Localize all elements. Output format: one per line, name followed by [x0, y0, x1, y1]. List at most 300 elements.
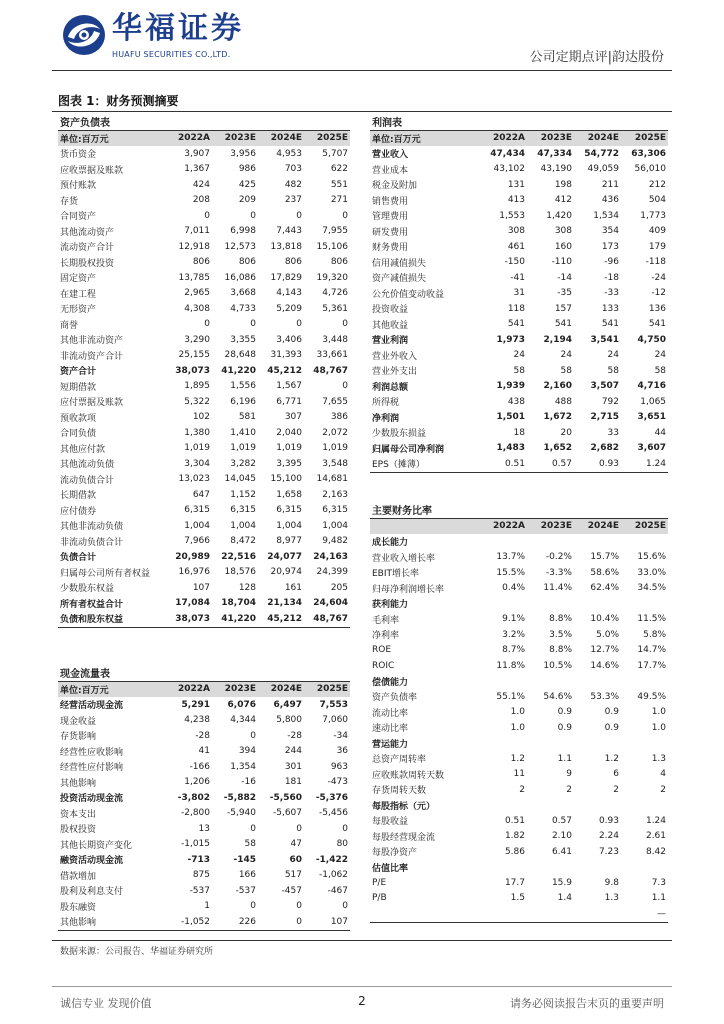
cell-value: 55.1% [496, 691, 525, 702]
row-label: 每股指标（元） [372, 801, 436, 812]
table-row [370, 146, 668, 162]
section-title: 利润表 [370, 114, 668, 130]
cell-value: -473 [327, 777, 349, 788]
cell-value: 12,573 [224, 241, 256, 252]
cell-value: 6,196 [230, 396, 256, 407]
cell-value: 308 [554, 226, 572, 237]
table-row [58, 208, 350, 224]
cell-value: 0 [250, 901, 256, 912]
cell-value: 4,750 [637, 334, 667, 345]
cell-value: 179 [648, 241, 667, 252]
row-label: 借款增加 [60, 871, 97, 882]
cell-value: 0.51 [480, 456, 527, 472]
row-label: 归属母公司所有者权益 [60, 568, 151, 579]
cell-value: 0.9 [604, 722, 619, 733]
cell-value: 0.9 [604, 707, 619, 718]
cell-value: 8.8% [549, 614, 572, 625]
cell-value: 56,010 [634, 164, 667, 175]
cell-value [574, 596, 621, 612]
cell-value: 54,772 [584, 148, 619, 159]
cell-value: 1.0 [510, 707, 525, 718]
row-label: 短期借款 [60, 382, 97, 393]
cell-value: 4 [660, 769, 667, 780]
section-title-row [58, 114, 350, 130]
row-label: 资产负债率 [372, 693, 418, 704]
cell-value: -110 [551, 257, 572, 268]
cell-value: 58 [607, 365, 619, 376]
row-label: 应收账款周转天数 [372, 770, 445, 781]
income-statement-table [370, 114, 668, 473]
cell-value: 49,059 [587, 164, 619, 175]
cell-value: 8.42 [645, 846, 667, 857]
table-row [58, 821, 350, 837]
cell-value: 63,306 [631, 148, 667, 159]
cell-value: 1,367 [184, 164, 210, 175]
cell-value: -14 [557, 272, 572, 283]
cell-value: 13,785 [178, 272, 210, 283]
cell-value: -467 [327, 885, 349, 896]
column-header: 单位:百万元 [58, 130, 166, 146]
table-row [370, 891, 668, 907]
cell-value: 6,998 [230, 226, 256, 237]
column-header: 单位:百万元 [58, 681, 166, 697]
cell-value: 0 [258, 914, 304, 930]
row-label: 其他长期资产变化 [60, 840, 133, 851]
cell-value: 541 [601, 319, 619, 330]
row-label: 资本支出 [60, 809, 97, 820]
cell-value: 18 [513, 427, 525, 438]
row-label: 存货影响 [60, 732, 97, 743]
cell-value: -3.3% [545, 567, 572, 578]
cell-value: 60 [289, 854, 302, 865]
row-label: 流动负债合计 [60, 475, 115, 486]
column-header-row [58, 130, 350, 146]
table-row [370, 332, 668, 348]
table-row [58, 728, 350, 744]
row-label: 其他应付款 [60, 444, 106, 455]
cell-value: 0.57 [527, 456, 574, 472]
cell-value: 48,767 [313, 365, 349, 376]
row-label: P/B [372, 893, 387, 904]
cell-value: 1.2 [604, 753, 619, 764]
cell-value: 1.0 [651, 722, 667, 733]
column-header: 2023E [527, 130, 574, 146]
cell-value: 41,220 [221, 365, 256, 376]
section-title: 现金流量表 [58, 665, 350, 681]
cell-value: 43,190 [540, 164, 572, 175]
cell-value: 7,655 [322, 396, 349, 407]
table-row [58, 713, 350, 729]
row-label: 应收票据及账款 [60, 165, 124, 176]
cell-value: 131 [507, 179, 525, 190]
cell-value [621, 736, 668, 752]
cell-value: 0 [204, 319, 210, 330]
row-label: 归属母公司净利润 [372, 444, 445, 455]
cell-value: 413 [507, 195, 525, 206]
row-label: 投资活动现金流 [60, 794, 124, 805]
row-label: 其他非流动资产 [60, 336, 124, 347]
cell-value [574, 534, 621, 550]
cell-value: 36 [336, 746, 349, 757]
cell-value: 3,290 [184, 334, 210, 345]
cell-value: 0 [204, 210, 210, 221]
cell-value: 1.0 [651, 707, 667, 718]
table-row [58, 837, 350, 853]
cell-value: 5,291 [181, 699, 210, 710]
huafu-logo-icon [62, 13, 106, 57]
table-row [58, 425, 350, 441]
cell-value: 3,507 [590, 381, 619, 392]
data-source-note: 数据来源：公司报告、华福证券研究所 [60, 947, 214, 957]
table-row [370, 363, 668, 379]
cell-value: 806 [192, 257, 210, 268]
row-label: 所得税 [372, 398, 400, 409]
cell-value: 128 [238, 582, 256, 593]
cell-value [527, 798, 574, 814]
cell-value: 7,553 [319, 699, 349, 710]
cell-value: -24 [651, 272, 667, 283]
table-row [370, 720, 668, 736]
cell-value [574, 736, 621, 752]
cell-value: 211 [601, 179, 619, 190]
cell-value: -0.2% [545, 552, 572, 563]
table-row [370, 751, 668, 767]
cell-value: 21,134 [267, 598, 302, 609]
cell-value: 1,420 [546, 210, 572, 221]
cell-value [527, 906, 574, 922]
cell-value: 13,023 [178, 474, 210, 485]
cell-value: 1.82 [504, 831, 525, 842]
cell-value: 875 [192, 870, 210, 881]
cell-value: 107 [304, 914, 350, 930]
cell-value: 15,100 [270, 474, 302, 485]
cell-value: 5,800 [276, 715, 302, 726]
cell-value: 1.1 [557, 753, 572, 764]
row-label: 商誉 [60, 320, 79, 331]
table-row [58, 394, 350, 410]
cell-value: 4,726 [322, 288, 349, 299]
cell-value: -1,052 [166, 914, 212, 930]
cell-value: 10.4% [590, 614, 619, 625]
cell-value: 963 [330, 761, 349, 772]
table-row [370, 286, 668, 302]
cell-value: 8.8% [549, 645, 572, 656]
row-label: 投资收益 [372, 305, 409, 316]
cell-value: 28,648 [224, 350, 256, 361]
table-row [370, 255, 668, 271]
cell-value: 45,212 [267, 365, 302, 376]
cell-value [480, 674, 527, 690]
cell-value: 1.3 [651, 753, 667, 764]
row-label: 融资活动现金流 [60, 856, 124, 867]
cell-value: 3.5% [549, 629, 572, 640]
cell-value: 38,073 [175, 365, 210, 376]
cell-value: 517 [284, 870, 302, 881]
cell-value: 3,355 [230, 334, 256, 345]
table-row [370, 224, 668, 240]
table-row [370, 736, 668, 752]
cell-value: 6 [613, 769, 619, 780]
cell-value: 43,102 [493, 164, 525, 175]
section-title-row [370, 114, 668, 130]
cell-value [621, 860, 668, 876]
table-row [58, 363, 350, 379]
cell-value: 0 [296, 901, 302, 912]
cell-value: -18 [604, 272, 619, 283]
cell-value: 13 [198, 823, 210, 834]
table-row [370, 860, 668, 876]
cell-value: 16,086 [224, 272, 256, 283]
table-row [58, 883, 350, 899]
cell-value: 62.4% [590, 583, 619, 594]
cell-value: 436 [601, 195, 619, 206]
cell-value: 1.2 [510, 753, 525, 764]
cell-value: 0.9 [557, 722, 572, 733]
ratios-table [370, 502, 668, 923]
cell-value: 14,681 [316, 474, 349, 485]
cell-value: 1,019 [322, 443, 349, 454]
source-divider [52, 940, 672, 941]
cell-value: 0.4% [502, 583, 525, 594]
row-label: 获利能力 [372, 600, 409, 611]
column-header: 2022A [166, 681, 212, 697]
cell-value: -5,560 [269, 792, 302, 803]
cell-value: 3,907 [184, 148, 210, 159]
report-type: 公司定期点评|韵达股份 [529, 50, 664, 65]
cell-value: 424 [192, 179, 210, 190]
cell-value: 3,406 [276, 334, 302, 345]
row-label: 流动比率 [372, 708, 409, 719]
cell-value: 1,004 [322, 520, 349, 531]
cell-value: -145 [233, 854, 256, 865]
row-label: 股利及利息支付 [60, 887, 124, 898]
cell-value: 58 [244, 839, 256, 850]
column-header: 2022A [480, 130, 527, 146]
row-label: 无形资产 [60, 305, 97, 316]
cell-value: 14.6% [590, 660, 619, 671]
row-label: 固定资产 [60, 274, 97, 285]
cell-value: 31,393 [270, 350, 302, 361]
cell-value: 8,472 [230, 536, 256, 547]
row-label: 少数股东权益 [60, 584, 115, 595]
column-header: 2023E [527, 518, 574, 534]
cell-value: 22,516 [221, 551, 256, 562]
balance-sheet-table [58, 114, 350, 628]
cell-value: -457 [281, 885, 302, 896]
cell-value: 2 [613, 784, 619, 795]
header-divider [52, 70, 672, 71]
cell-value: 31 [513, 288, 525, 299]
cell-value: 0 [250, 823, 256, 834]
table-row [370, 425, 668, 441]
cell-value: 4,953 [276, 148, 302, 159]
cell-value [621, 674, 668, 690]
cell-value: 13,818 [270, 241, 302, 252]
cell-value: 118 [507, 303, 525, 314]
table-row [58, 790, 350, 806]
row-label: 营运能力 [372, 739, 409, 750]
cell-value: 2,163 [322, 489, 349, 500]
table-row [58, 379, 350, 395]
table-row [58, 301, 350, 317]
cell-value: 58 [560, 365, 572, 376]
table-row [58, 255, 350, 271]
cell-value: 1,658 [276, 489, 302, 500]
table-row [58, 580, 350, 596]
cell-value: — [621, 906, 668, 922]
cell-value: 5.86 [504, 846, 525, 857]
cell-value: 1.5 [510, 893, 525, 904]
cell-value: 173 [601, 241, 619, 252]
cell-value: 17,084 [175, 598, 210, 609]
cell-value: 6,315 [230, 505, 256, 516]
row-label: 其他流动负债 [60, 460, 115, 471]
cell-value: 15,106 [316, 241, 349, 252]
row-label: 营业利润 [372, 336, 409, 347]
cell-value: 6,315 [184, 505, 210, 516]
cell-value: 703 [284, 164, 302, 175]
row-label: 其他收益 [372, 320, 409, 331]
cell-value: 33,661 [316, 350, 349, 361]
cell-value: 20,989 [175, 551, 210, 562]
cell-value: -5,882 [223, 792, 256, 803]
cell-value: -41 [510, 272, 525, 283]
cell-value: 425 [238, 179, 256, 190]
cell-value: 4,238 [184, 715, 210, 726]
cell-value: 20,974 [270, 567, 302, 578]
row-label: 负债和股东权益 [58, 611, 166, 627]
footer-slogan: 诚信专业 发现价值 [60, 997, 152, 1010]
row-label: 预付账款 [60, 181, 97, 192]
cell-value: 1.1 [651, 893, 667, 904]
row-label: 所有者权益合计 [60, 599, 124, 610]
row-label: 长期借款 [60, 491, 97, 502]
column-header: 2024E [258, 681, 304, 697]
cell-value: 47,434 [490, 148, 525, 159]
cell-value: 386 [330, 412, 349, 423]
section-title-row [370, 502, 668, 518]
cell-value: 0 [342, 823, 349, 834]
cell-value: 14,045 [224, 474, 256, 485]
cell-value: 4,716 [637, 381, 667, 392]
table-row [370, 348, 668, 364]
cell-value: 1,773 [640, 210, 667, 221]
cell-value: 1.0 [510, 722, 525, 733]
table-row [370, 875, 668, 891]
cell-value: 0 [342, 901, 349, 912]
cash-flow-table [58, 665, 350, 931]
cell-value: 15.5% [496, 567, 525, 578]
column-header: 2024E [258, 130, 304, 146]
cell-value: 9.8 [604, 877, 619, 888]
table-row [370, 612, 668, 628]
row-label: 管理费用 [372, 212, 409, 223]
cell-value: 12,918 [178, 241, 210, 252]
logo-text-cn: 华福证券 [112, 11, 244, 46]
row-label: ROE [372, 645, 392, 656]
cell-value: 48,767 [304, 611, 350, 627]
cell-value: 166 [238, 870, 256, 881]
cell-value: 2,194 [543, 334, 572, 345]
cell-value: 0 [250, 210, 256, 221]
cell-value: 6,771 [276, 396, 302, 407]
cell-value [621, 534, 668, 550]
cell-value: 0 [342, 381, 349, 392]
cell-value: 1.24 [621, 456, 668, 472]
table-row [370, 550, 668, 566]
row-label: 其他非流动负债 [60, 522, 124, 533]
cell-value: -12 [651, 288, 667, 299]
table-row [370, 410, 668, 426]
cell-value [480, 906, 527, 922]
figure-title-divider [52, 111, 672, 112]
cell-value: 438 [507, 396, 525, 407]
cell-value: 13.7% [496, 552, 525, 563]
cell-value: 20 [560, 427, 572, 438]
cell-value: -5,376 [315, 792, 349, 803]
cell-value: 2,965 [184, 288, 210, 299]
cell-value: 10.5% [543, 660, 572, 671]
cell-value: 136 [648, 303, 667, 314]
cell-value: 24 [513, 350, 525, 361]
cell-value: 806 [330, 257, 349, 268]
cell-value: 7,060 [322, 715, 349, 726]
cell-value [480, 860, 527, 876]
cell-value: 3,448 [322, 334, 349, 345]
row-label: 财务费用 [372, 243, 409, 254]
cell-value: 18,576 [224, 567, 256, 578]
cell-value: 1,019 [184, 443, 210, 454]
column-header: 2025E [304, 681, 350, 697]
cell-value: 271 [330, 195, 349, 206]
cell-value: 0 [296, 210, 302, 221]
table-row [370, 782, 668, 798]
row-label: 研发费用 [372, 227, 409, 238]
cell-value: 157 [554, 303, 572, 314]
cell-value: 24,163 [313, 551, 349, 562]
cell-value: 461 [507, 241, 525, 252]
cell-value: 3,548 [322, 458, 349, 469]
cell-value: 4,344 [230, 715, 256, 726]
cell-value: 6,497 [273, 699, 302, 710]
cell-value: -5,456 [319, 808, 349, 819]
cell-value: 24 [607, 350, 619, 361]
cell-value: 3,304 [184, 458, 210, 469]
cell-value: 5.8% [643, 629, 667, 640]
table-row [370, 596, 668, 612]
cell-value: 2,682 [590, 443, 619, 454]
cell-value: -537 [235, 885, 256, 896]
row-label: 速动比率 [372, 724, 409, 735]
cell-value: 3,607 [637, 443, 667, 454]
column-header: 2023E [212, 681, 258, 697]
table-row [58, 596, 350, 612]
table-row [58, 193, 350, 209]
table-row [58, 868, 350, 884]
column-header-row [370, 518, 668, 534]
table-row [58, 611, 350, 627]
page-number: 2 [358, 994, 366, 1008]
cell-value: 1,019 [276, 443, 302, 454]
table-row [370, 301, 668, 317]
cell-value: 0.93 [574, 456, 621, 472]
cell-value: 2,715 [590, 412, 619, 423]
table-row [370, 379, 668, 395]
table-row [58, 487, 350, 503]
table-row [370, 627, 668, 643]
cell-value: -713 [187, 854, 210, 865]
row-label: 税金及附加 [372, 181, 418, 192]
